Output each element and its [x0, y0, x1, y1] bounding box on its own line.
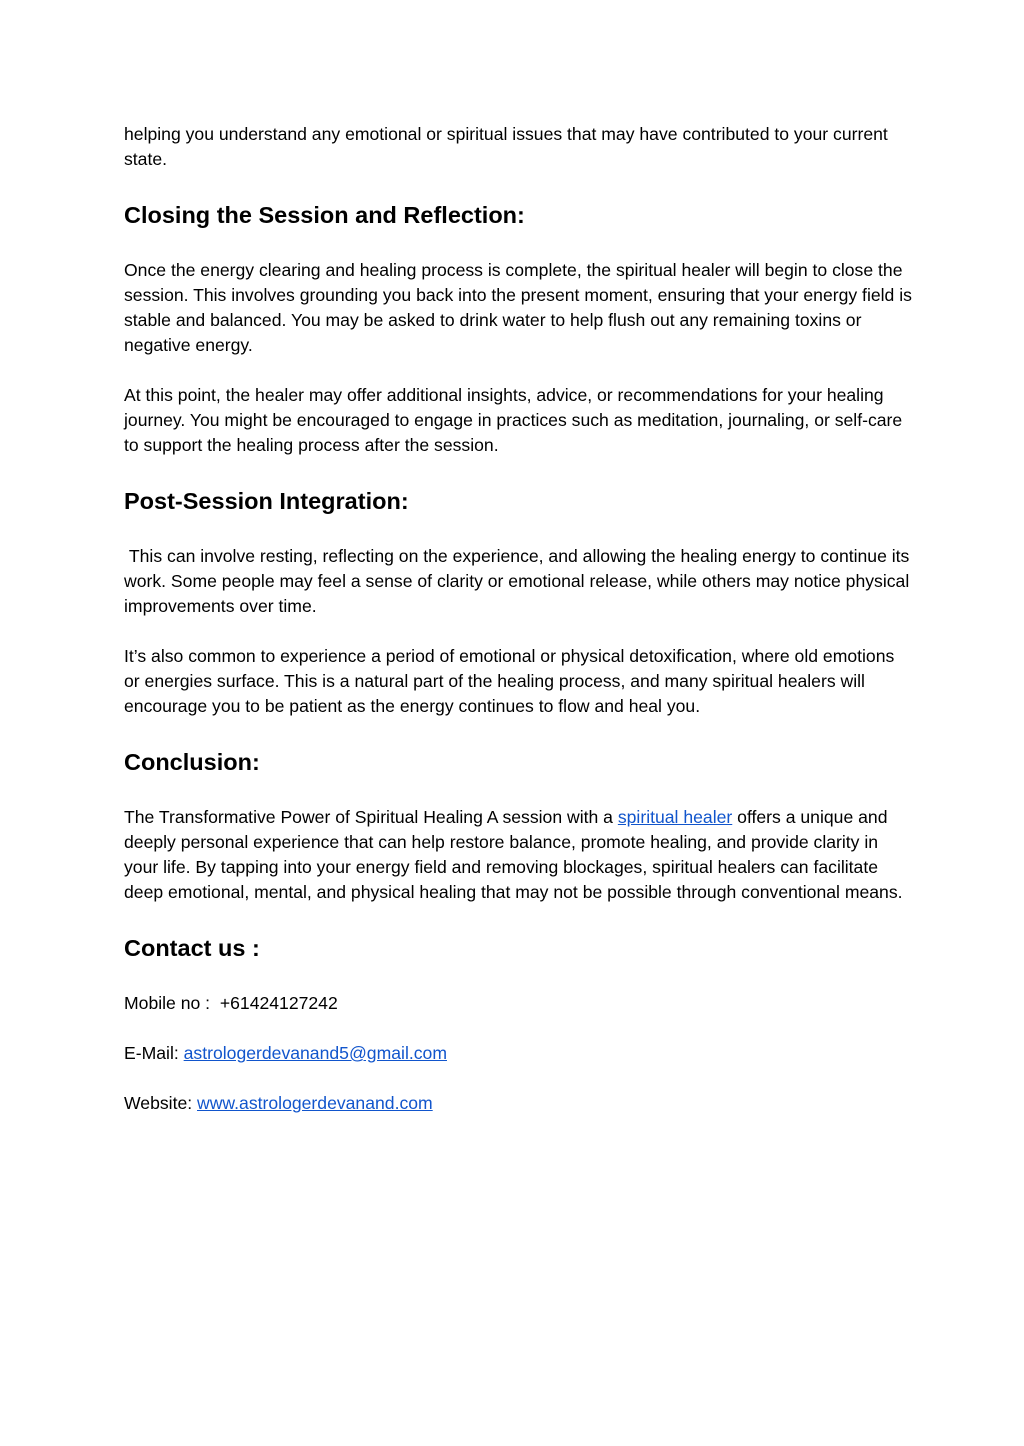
post-session-heading: Post-Session Integration:: [124, 488, 409, 514]
closing-session-heading: Closing the Session and Reflection:: [124, 202, 525, 228]
document-body: [124, 122, 914, 1116]
email-link[interactable]: astrologerdevanand5@gmail.com: [183, 1043, 447, 1063]
mobile-label: Mobile no :: [124, 993, 220, 1013]
email-line: [124, 1041, 914, 1066]
conclusion-paragraph: [124, 805, 914, 905]
conclusion-text-after-link: offers a unique and deeply personal experience that can help restore balance, promote healing, and provide clarity in your life. By tapping into your energy field and removing blockages, spiritual healers can facilitate deep emotional, mental, and physical healing that may not be possible through conventional means.: [124, 807, 903, 902]
post-session-paragraph-1: This can involve resting, reflecting on the experience, and allowing the healing energy to continue its work. Some people may feel a sense of clarity or emotional release, while others may notice physical improvements over time.: [124, 546, 915, 616]
spiritual-healer-link[interactable]: spiritual healer: [617, 807, 733, 827]
mobile-number: +61424127242: [219, 993, 338, 1013]
email-label: E-Mail:: [124, 1043, 184, 1063]
intro-paragraph: helping you understand any emotional or spiritual issues that may have contributed to your current state.: [124, 124, 888, 169]
mobile-line: [124, 991, 914, 1016]
website-link[interactable]: www.astrologerdevanand.com: [197, 1093, 433, 1113]
conclusion-heading: Conclusion:: [124, 749, 260, 775]
conclusion-text-before-link: The Transformative Power of Spiritual Healing A session with a: [124, 807, 618, 827]
closing-paragraph-1: Once the energy clearing and healing process is complete, the spiritual healer will begin to close the session. This involves grounding you back into the present moment, ensuring that your energy field is stable and balanced. You may be asked to drink water to help flush out any remaining toxins or negative energy.: [124, 260, 912, 355]
post-session-paragraph-2: It’s also common to experience a period of emotional or physical detoxification, where old emotions or energies surface. This is a natural part of the healing process, and many spiritual healers will encourage you to be patient as the energy continues to flow and heal you.: [124, 646, 895, 716]
website-line: [124, 1091, 914, 1116]
contact-heading: Contact us :: [124, 935, 260, 961]
website-label: Website:: [124, 1093, 198, 1113]
closing-paragraph-2: At this point, the healer may offer additional insights, advice, or recommendations for your healing journey. You might be encouraged to engage in practices such as meditation, journaling, or self-care to support the healing process after the session.: [124, 385, 903, 455]
